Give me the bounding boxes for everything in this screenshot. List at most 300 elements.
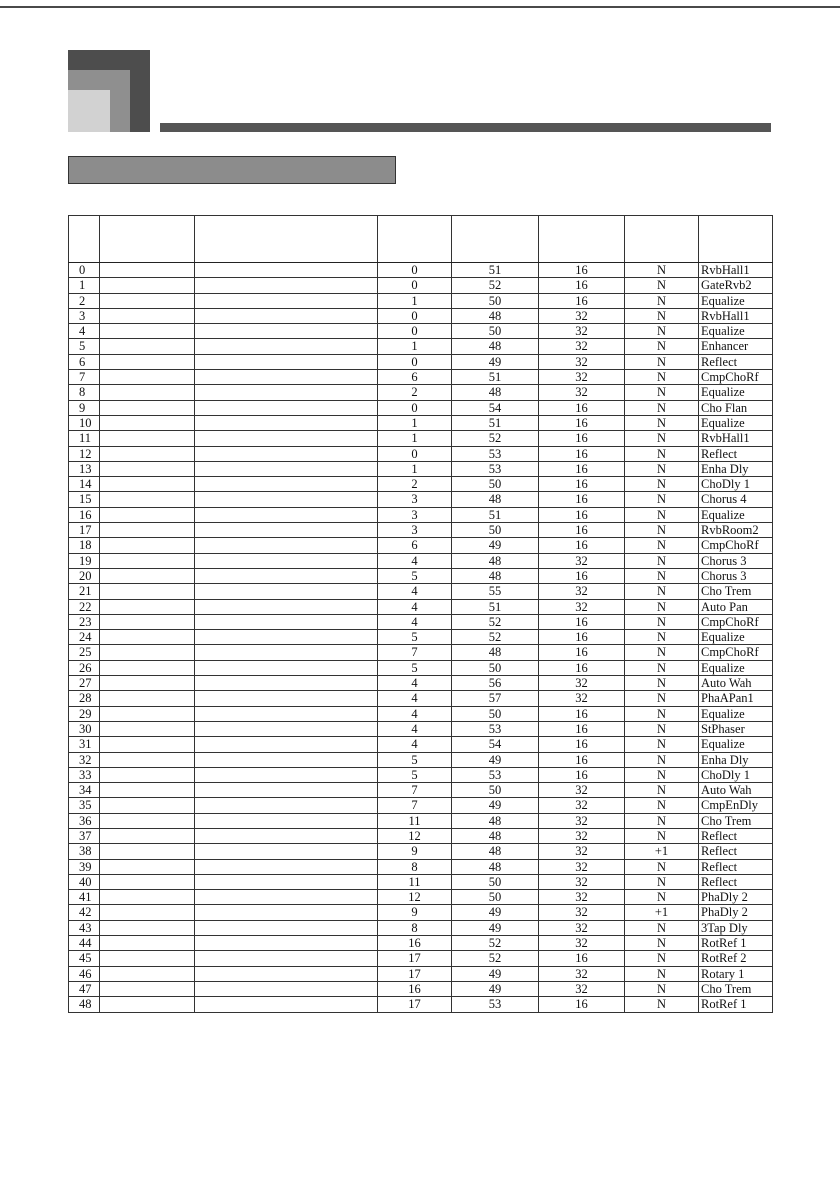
table-row <box>69 706 773 721</box>
cell-number: 2 <box>69 293 100 308</box>
cell-name <box>195 752 378 767</box>
cell-max-polyphony: 16 <box>539 645 625 660</box>
cell-dsp-type: Reflect <box>699 844 773 859</box>
cell-dsp-type: RvbHall1 <box>699 431 773 446</box>
cell-program-change: 50 <box>452 890 539 905</box>
cell-program-change: 49 <box>452 905 539 920</box>
cell-octave-shift: N <box>625 828 699 843</box>
table-row <box>69 721 773 736</box>
cell-name-en <box>100 278 195 293</box>
cell-name-en <box>100 385 195 400</box>
cell-name <box>195 614 378 629</box>
cell-name-en <box>100 630 195 645</box>
cell-max-polyphony: 16 <box>539 507 625 522</box>
cell-bank-select: 2 <box>378 477 452 492</box>
table-row <box>69 874 773 889</box>
table-row <box>69 905 773 920</box>
cell-bank-select: 5 <box>378 568 452 583</box>
table-row <box>69 737 773 752</box>
table-row <box>69 278 773 293</box>
table-row <box>69 584 773 599</box>
cell-name <box>195 813 378 828</box>
cell-number: 30 <box>69 721 100 736</box>
table-row <box>69 676 773 691</box>
cell-program-change: 53 <box>452 446 539 461</box>
cell-program-change: 48 <box>452 339 539 354</box>
cell-name <box>195 492 378 507</box>
cell-dsp-type: Equalize <box>699 660 773 675</box>
cell-number: 25 <box>69 645 100 660</box>
cell-dsp-type: Cho Trem <box>699 981 773 996</box>
cell-max-polyphony: 16 <box>539 492 625 507</box>
cell-octave-shift: N <box>625 706 699 721</box>
cell-number: 34 <box>69 783 100 798</box>
cell-number: 18 <box>69 538 100 553</box>
cell-octave-shift: N <box>625 507 699 522</box>
cell-name <box>195 890 378 905</box>
table-row <box>69 431 773 446</box>
cell-name <box>195 920 378 935</box>
cell-program-change: 51 <box>452 370 539 385</box>
cell-dsp-type: Chorus 4 <box>699 492 773 507</box>
cell-octave-shift: N <box>625 400 699 415</box>
cell-dsp-type: Reflect <box>699 828 773 843</box>
cell-name-en <box>100 874 195 889</box>
cell-octave-shift: N <box>625 599 699 614</box>
cell-number: 31 <box>69 737 100 752</box>
table-row <box>69 997 773 1012</box>
header-cell-name <box>195 216 378 263</box>
cell-name-en <box>100 446 195 461</box>
cell-name <box>195 767 378 782</box>
table-row <box>69 293 773 308</box>
cell-max-polyphony: 16 <box>539 630 625 645</box>
cell-bank-select: 0 <box>378 324 452 339</box>
cell-bank-select: 8 <box>378 859 452 874</box>
cell-max-polyphony: 16 <box>539 767 625 782</box>
cell-number: 27 <box>69 676 100 691</box>
cell-name <box>195 645 378 660</box>
cell-max-polyphony: 16 <box>539 278 625 293</box>
table-row <box>69 981 773 996</box>
cell-program-change: 50 <box>452 874 539 889</box>
cell-dsp-type: Equalize <box>699 706 773 721</box>
cell-name <box>195 874 378 889</box>
header-cell-name-en <box>100 216 195 263</box>
table-row <box>69 324 773 339</box>
cell-max-polyphony: 16 <box>539 538 625 553</box>
cell-max-polyphony: 32 <box>539 599 625 614</box>
cell-dsp-type: Equalize <box>699 385 773 400</box>
cell-program-change: 49 <box>452 920 539 935</box>
cell-bank-select: 0 <box>378 278 452 293</box>
cell-octave-shift: N <box>625 492 699 507</box>
cell-octave-shift: N <box>625 630 699 645</box>
tone-list-table <box>68 215 773 1013</box>
cell-name <box>195 951 378 966</box>
cell-number: 12 <box>69 446 100 461</box>
cell-octave-shift: N <box>625 461 699 476</box>
cell-octave-shift: N <box>625 966 699 981</box>
cell-dsp-type: 3Tap Dly <box>699 920 773 935</box>
cell-bank-select: 3 <box>378 507 452 522</box>
cell-max-polyphony: 32 <box>539 783 625 798</box>
cell-name-en <box>100 783 195 798</box>
cell-bank-select: 0 <box>378 263 452 278</box>
table-row <box>69 415 773 430</box>
cell-program-change: 53 <box>452 721 539 736</box>
cell-bank-select: 4 <box>378 721 452 736</box>
cell-program-change: 48 <box>452 568 539 583</box>
cell-dsp-type: PhaAPan1 <box>699 691 773 706</box>
cell-name-en <box>100 798 195 813</box>
cell-number: 37 <box>69 828 100 843</box>
cell-name <box>195 538 378 553</box>
top-rule <box>0 6 840 8</box>
cell-bank-select: 1 <box>378 339 452 354</box>
cell-max-polyphony: 16 <box>539 951 625 966</box>
cell-name <box>195 339 378 354</box>
cell-bank-select: 6 <box>378 370 452 385</box>
cell-number: 6 <box>69 354 100 369</box>
cell-bank-select: 5 <box>378 660 452 675</box>
section-title-box <box>68 156 396 184</box>
table-row <box>69 920 773 935</box>
table-header-row <box>69 216 773 263</box>
cell-program-change: 51 <box>452 415 539 430</box>
cell-name <box>195 263 378 278</box>
cell-dsp-type: CmpEnDly <box>699 798 773 813</box>
cell-name-en <box>100 844 195 859</box>
cell-name <box>195 446 378 461</box>
cell-octave-shift: N <box>625 446 699 461</box>
cell-program-change: 51 <box>452 599 539 614</box>
cell-dsp-type: CmpChoRf <box>699 614 773 629</box>
cell-name <box>195 737 378 752</box>
cell-program-change: 50 <box>452 706 539 721</box>
cell-bank-select: 3 <box>378 523 452 538</box>
cell-program-change: 48 <box>452 813 539 828</box>
cell-name <box>195 431 378 446</box>
cell-number: 4 <box>69 324 100 339</box>
cell-bank-select: 2 <box>378 385 452 400</box>
cell-number: 0 <box>69 263 100 278</box>
cell-name <box>195 691 378 706</box>
table-row <box>69 798 773 813</box>
cell-bank-select: 4 <box>378 614 452 629</box>
cell-name <box>195 477 378 492</box>
cell-dsp-type: Chorus 3 <box>699 568 773 583</box>
cell-bank-select: 17 <box>378 951 452 966</box>
cell-octave-shift: N <box>625 614 699 629</box>
cell-number: 20 <box>69 568 100 583</box>
cell-program-change: 52 <box>452 278 539 293</box>
table-row <box>69 354 773 369</box>
cell-max-polyphony: 32 <box>539 385 625 400</box>
cell-name-en <box>100 492 195 507</box>
cell-dsp-type: RvbHall1 <box>699 263 773 278</box>
cell-name-en <box>100 553 195 568</box>
cell-octave-shift: N <box>625 584 699 599</box>
cell-name-en <box>100 936 195 951</box>
cell-octave-shift: N <box>625 477 699 492</box>
cell-octave-shift: N <box>625 538 699 553</box>
cell-max-polyphony: 32 <box>539 920 625 935</box>
cell-dsp-type: ChoDly 1 <box>699 767 773 782</box>
table-row <box>69 660 773 675</box>
cell-dsp-type: Cho Trem <box>699 584 773 599</box>
cell-octave-shift: N <box>625 859 699 874</box>
table-row <box>69 783 773 798</box>
cell-name <box>195 415 378 430</box>
cell-max-polyphony: 32 <box>539 691 625 706</box>
cell-dsp-type: Reflect <box>699 354 773 369</box>
cell-number: 42 <box>69 905 100 920</box>
cell-name <box>195 859 378 874</box>
cell-bank-select: 4 <box>378 676 452 691</box>
cell-number: 33 <box>69 767 100 782</box>
cell-name <box>195 676 378 691</box>
cell-octave-shift: N <box>625 951 699 966</box>
cell-program-change: 49 <box>452 966 539 981</box>
cell-name-en <box>100 538 195 553</box>
cell-name <box>195 568 378 583</box>
cell-max-polyphony: 16 <box>539 752 625 767</box>
cell-program-change: 49 <box>452 752 539 767</box>
cell-max-polyphony: 32 <box>539 553 625 568</box>
cell-max-polyphony: 16 <box>539 660 625 675</box>
cell-dsp-type: Equalize <box>699 507 773 522</box>
cell-octave-shift: N <box>625 783 699 798</box>
cell-name-en <box>100 752 195 767</box>
cell-dsp-type: Chorus 3 <box>699 553 773 568</box>
cell-name <box>195 630 378 645</box>
cell-number: 28 <box>69 691 100 706</box>
cell-program-change: 50 <box>452 660 539 675</box>
cell-dsp-type: Equalize <box>699 630 773 645</box>
cell-name <box>195 706 378 721</box>
cell-bank-select: 0 <box>378 400 452 415</box>
cell-max-polyphony: 32 <box>539 308 625 323</box>
cell-name <box>195 400 378 415</box>
cell-octave-shift: N <box>625 431 699 446</box>
cell-bank-select: 0 <box>378 308 452 323</box>
cell-name <box>195 997 378 1012</box>
cell-max-polyphony: 32 <box>539 859 625 874</box>
cell-program-change: 49 <box>452 538 539 553</box>
cell-octave-shift: N <box>625 370 699 385</box>
cell-max-polyphony: 32 <box>539 584 625 599</box>
table-row <box>69 936 773 951</box>
cell-bank-select: 6 <box>378 538 452 553</box>
cell-bank-select: 5 <box>378 630 452 645</box>
cell-max-polyphony: 16 <box>539 293 625 308</box>
cell-program-change: 49 <box>452 798 539 813</box>
cell-dsp-type: RvbHall1 <box>699 308 773 323</box>
cell-program-change: 48 <box>452 645 539 660</box>
cell-octave-shift: +1 <box>625 844 699 859</box>
cell-name <box>195 599 378 614</box>
cell-octave-shift: N <box>625 813 699 828</box>
cell-dsp-type: RvbRoom2 <box>699 523 773 538</box>
cell-program-change: 48 <box>452 859 539 874</box>
cell-number: 15 <box>69 492 100 507</box>
cell-dsp-type: Auto Pan <box>699 599 773 614</box>
cell-name <box>195 828 378 843</box>
table-row <box>69 767 773 782</box>
cell-name-en <box>100 568 195 583</box>
cell-octave-shift: N <box>625 752 699 767</box>
cell-number: 16 <box>69 507 100 522</box>
cell-bank-select: 17 <box>378 966 452 981</box>
cell-dsp-type: Cho Flan <box>699 400 773 415</box>
header-cell-bank-select <box>378 216 452 263</box>
cell-program-change: 48 <box>452 553 539 568</box>
cell-name <box>195 553 378 568</box>
cell-dsp-type: Reflect <box>699 859 773 874</box>
cell-name-en <box>100 523 195 538</box>
cell-dsp-type: PhaDly 2 <box>699 890 773 905</box>
cell-program-change: 49 <box>452 354 539 369</box>
cell-program-change: 53 <box>452 461 539 476</box>
cell-max-polyphony: 16 <box>539 477 625 492</box>
cell-bank-select: 5 <box>378 752 452 767</box>
cell-number: 9 <box>69 400 100 415</box>
cell-name <box>195 981 378 996</box>
cell-bank-select: 17 <box>378 997 452 1012</box>
header-cell-max-polyphony <box>539 216 625 263</box>
cell-name-en <box>100 997 195 1012</box>
cell-max-polyphony: 32 <box>539 981 625 996</box>
cell-max-polyphony: 32 <box>539 813 625 828</box>
cell-bank-select: 7 <box>378 783 452 798</box>
cell-number: 8 <box>69 385 100 400</box>
cell-max-polyphony: 16 <box>539 706 625 721</box>
cell-octave-shift: N <box>625 920 699 935</box>
cell-bank-select: 11 <box>378 874 452 889</box>
cell-name <box>195 523 378 538</box>
cell-name-en <box>100 859 195 874</box>
cell-dsp-type: Reflect <box>699 446 773 461</box>
cell-max-polyphony: 16 <box>539 263 625 278</box>
cell-program-change: 53 <box>452 767 539 782</box>
cell-name-en <box>100 461 195 476</box>
cell-dsp-type: CmpChoRf <box>699 645 773 660</box>
cell-name-en <box>100 324 195 339</box>
cell-name-en <box>100 507 195 522</box>
cell-name-en <box>100 721 195 736</box>
table-row <box>69 691 773 706</box>
cell-bank-select: 4 <box>378 599 452 614</box>
cell-name <box>195 936 378 951</box>
table-row <box>69 630 773 645</box>
cell-bank-select: 7 <box>378 798 452 813</box>
header-bar <box>160 123 771 132</box>
table-row <box>69 446 773 461</box>
cell-program-change: 50 <box>452 293 539 308</box>
cell-dsp-type: Equalize <box>699 293 773 308</box>
cell-bank-select: 12 <box>378 890 452 905</box>
cell-program-change: 53 <box>452 997 539 1012</box>
cell-number: 32 <box>69 752 100 767</box>
cell-number: 40 <box>69 874 100 889</box>
table-row <box>69 553 773 568</box>
cell-dsp-type: RotRef 1 <box>699 936 773 951</box>
cell-octave-shift: N <box>625 981 699 996</box>
cell-number: 39 <box>69 859 100 874</box>
cell-octave-shift: N <box>625 936 699 951</box>
cell-max-polyphony: 32 <box>539 966 625 981</box>
cell-name <box>195 507 378 522</box>
cell-name-en <box>100 415 195 430</box>
cell-name <box>195 354 378 369</box>
cell-number: 47 <box>69 981 100 996</box>
table-row <box>69 538 773 553</box>
cell-number: 10 <box>69 415 100 430</box>
cell-name-en <box>100 981 195 996</box>
cell-program-change: 50 <box>452 523 539 538</box>
cell-name-en <box>100 293 195 308</box>
cell-name <box>195 721 378 736</box>
header-cell-program-change <box>452 216 539 263</box>
cell-octave-shift: N <box>625 324 699 339</box>
cell-number: 5 <box>69 339 100 354</box>
cell-octave-shift: N <box>625 385 699 400</box>
cell-dsp-type: RotRef 2 <box>699 951 773 966</box>
cell-name <box>195 844 378 859</box>
cell-name-en <box>100 966 195 981</box>
cell-name <box>195 783 378 798</box>
cell-bank-select: 9 <box>378 905 452 920</box>
cell-octave-shift: N <box>625 553 699 568</box>
cell-dsp-type: Enha Dly <box>699 461 773 476</box>
cell-bank-select: 16 <box>378 981 452 996</box>
cell-octave-shift: N <box>625 645 699 660</box>
cell-octave-shift: N <box>625 568 699 583</box>
cell-number: 38 <box>69 844 100 859</box>
cell-dsp-type: Reflect <box>699 874 773 889</box>
cell-dsp-type: Rotary 1 <box>699 966 773 981</box>
cell-program-change: 52 <box>452 951 539 966</box>
cell-number: 23 <box>69 614 100 629</box>
cell-dsp-type: RotRef 1 <box>699 997 773 1012</box>
cell-number: 11 <box>69 431 100 446</box>
cell-number: 24 <box>69 630 100 645</box>
cell-name-en <box>100 354 195 369</box>
cell-name <box>195 324 378 339</box>
cell-name <box>195 308 378 323</box>
cell-bank-select: 8 <box>378 920 452 935</box>
cell-name <box>195 293 378 308</box>
cell-name-en <box>100 660 195 675</box>
cell-name-en <box>100 676 195 691</box>
cell-name-en <box>100 308 195 323</box>
cell-dsp-type: ChoDly 1 <box>699 477 773 492</box>
cell-octave-shift: N <box>625 874 699 889</box>
cell-name-en <box>100 951 195 966</box>
table-row <box>69 523 773 538</box>
cell-dsp-type: Auto Wah <box>699 676 773 691</box>
cell-number: 36 <box>69 813 100 828</box>
table-row <box>69 308 773 323</box>
cell-name-en <box>100 339 195 354</box>
cell-octave-shift: N <box>625 676 699 691</box>
cell-program-change: 56 <box>452 676 539 691</box>
table-body <box>69 263 773 1013</box>
cell-bank-select: 4 <box>378 737 452 752</box>
cell-name-en <box>100 920 195 935</box>
cell-program-change: 55 <box>452 584 539 599</box>
